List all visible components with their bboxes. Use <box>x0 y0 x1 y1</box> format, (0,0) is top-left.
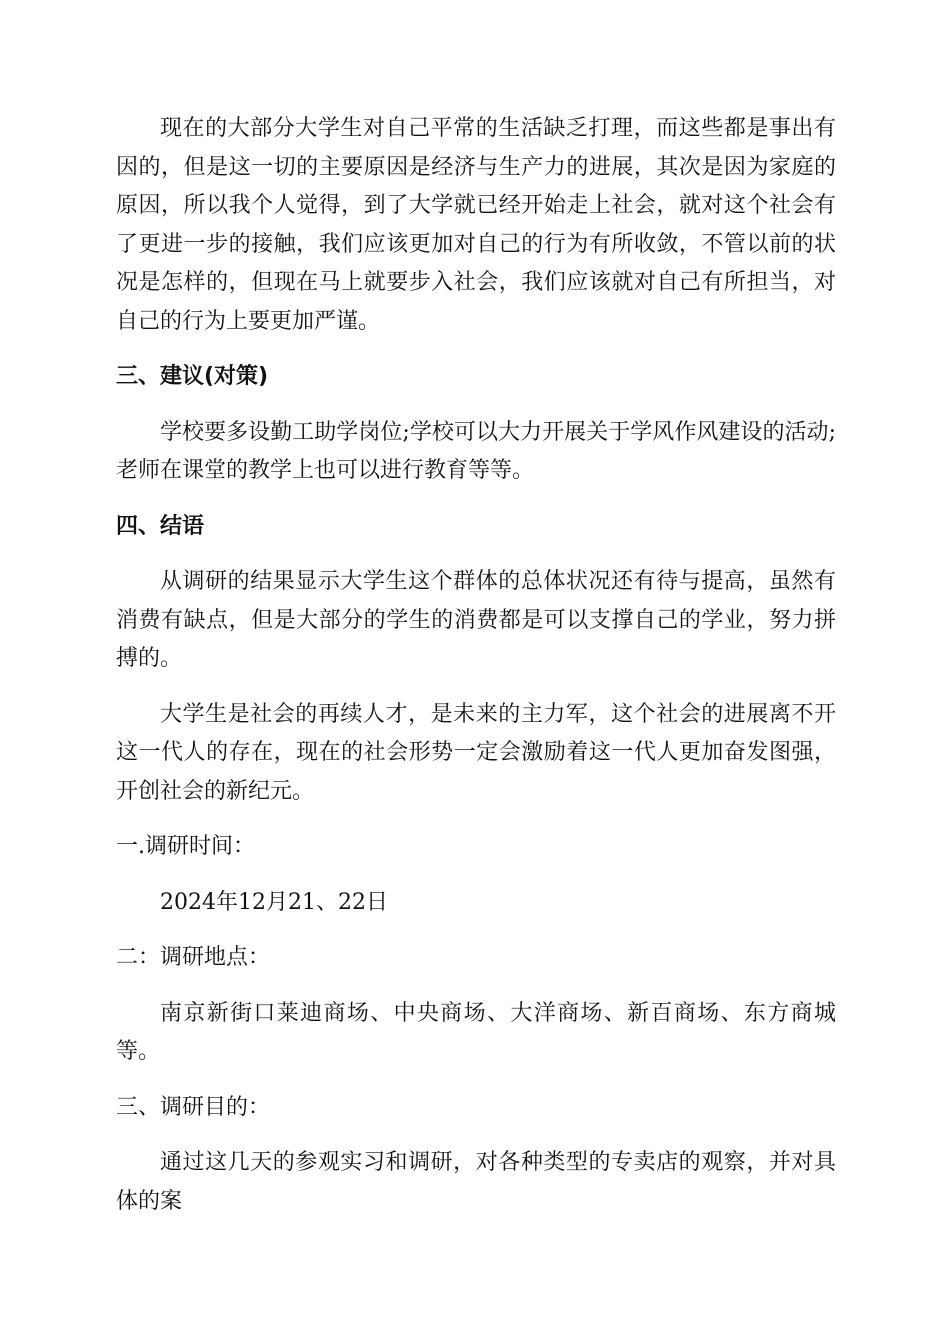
heading-conclusion: 四、结语 <box>116 513 205 539</box>
paragraph-conclusion-2: 大学生是社会的再续人才，是未来的主力军，这个社会的进展离不开这一代人的存在，现在的社会形势一定会激励着这一代人更加奋发图强，开创社会的新纪元。 <box>116 701 836 804</box>
label-research-location: 二：调研地点： <box>116 945 271 970</box>
paragraph-student-life: 现在的大部分大学生对自己平常的生活缺乏打理，而这些都是事出有因的，但是这一切的主要原因是经济与生产力的进展，其次是因为家庭的原因，所以我个人觉得，到了大学就已经开始走上社会，就对这个社会有了更进一步的接触，我们应该更加对自己的行为有所收敛，不管以前的状况是怎样的，但现在马上就要步入社会，我们应该就对自己有所担当，对自己的行为上要更加严谨。 <box>116 116 836 334</box>
research-purpose-value: 通过这几天的参观实习和调研，对各种类型的专卖店的观察，并对具体的案 <box>116 1150 836 1214</box>
paragraph-conclusion-1: 从调研的结果显示大学生这个群体的总体状况还有待与提高，虽然有消费有缺点，但是大部分的学生的消费都是可以支撑自己的学业，努力拼搏的。 <box>116 569 836 671</box>
document-page <box>116 110 836 1238</box>
research-location-value: 南京新街口莱迪商场、中央商场、大洋商场、新百商场、东方商城等。 <box>116 1000 836 1064</box>
label-research-purpose: 三、调研目的： <box>116 1094 271 1120</box>
research-time-value: 2024年12月21、22日 <box>160 889 388 915</box>
paragraph-suggestions: 学校要多设勤工助学岗位;学校可以大力开展关于学风作风建设的活动;老师在课堂的教学上也可以进行教育等等。 <box>116 419 836 483</box>
heading-suggestions: 三、建议(对策) <box>116 364 269 389</box>
label-research-time: 一.调研时间： <box>116 834 255 859</box>
